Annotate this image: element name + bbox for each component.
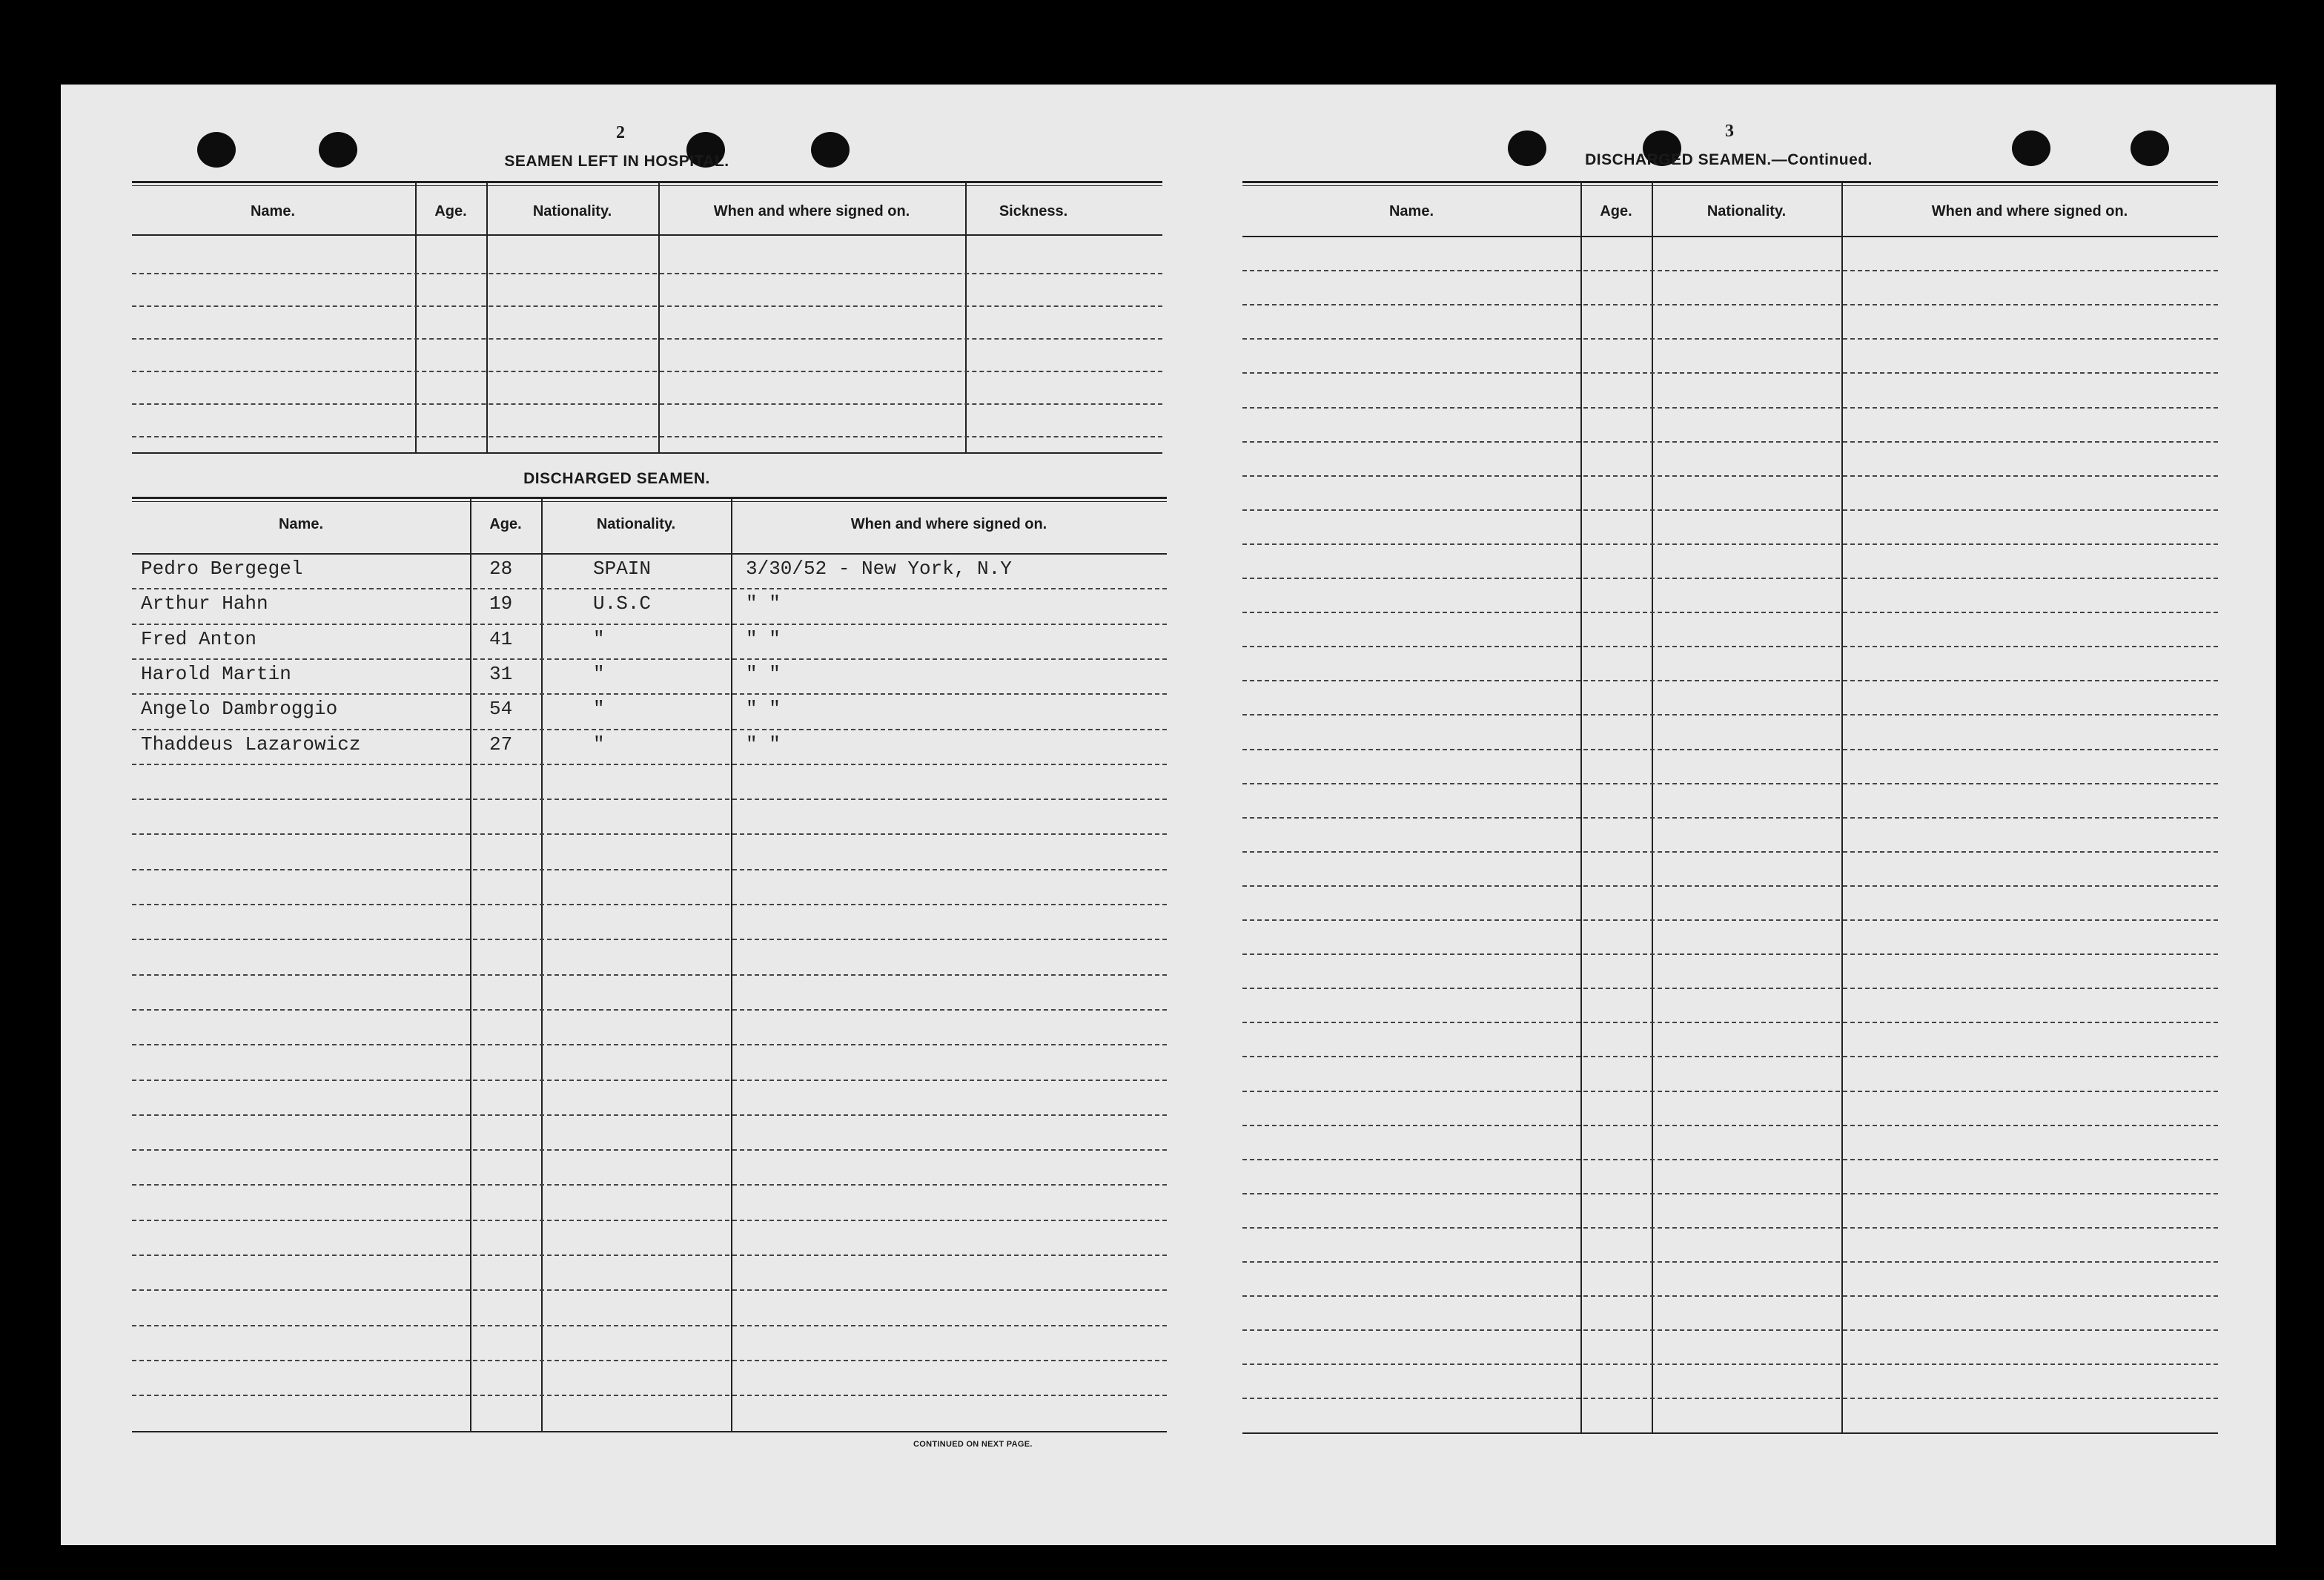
row-line [132, 588, 1167, 589]
row-line [1242, 475, 2218, 477]
punch-hole [1508, 130, 1546, 166]
seaman-name: Fred Anton [141, 628, 257, 650]
row-line [1242, 714, 2218, 715]
row-line [132, 693, 1167, 695]
seaman-signed-on: " " [746, 628, 781, 650]
row-line [1242, 441, 2218, 443]
seaman-signed-on: " " [746, 698, 781, 720]
row-line [132, 764, 1167, 765]
seaman-signed-on: " " [746, 592, 781, 615]
punch-hole [2012, 130, 2050, 166]
header-underline [1242, 236, 2218, 237]
row-line [132, 833, 1167, 835]
row-line [1242, 749, 2218, 750]
seaman-age: 54 [489, 698, 513, 720]
row-line [1242, 543, 2218, 545]
table-bottom-rule [132, 1431, 1167, 1432]
row-line [1242, 338, 2218, 340]
row-line [132, 1009, 1167, 1011]
header-rule [132, 497, 1167, 502]
row-line [132, 1149, 1167, 1151]
hospital-section-title: SEAMEN LEFT IN HOSPITAL. [504, 153, 729, 170]
column-divider [731, 498, 732, 1431]
hospital-col-signed-on: When and where signed on. [713, 203, 910, 219]
column-divider [1841, 182, 1843, 1432]
row-line [1242, 1193, 2218, 1194]
row-line [132, 273, 1162, 274]
seaman-age: 31 [489, 663, 513, 685]
row-line [1242, 783, 2218, 784]
seaman-nationality: " [593, 663, 605, 685]
row-line [1242, 680, 2218, 681]
row-line [1242, 1091, 2218, 1092]
seaman-signed-on: " " [746, 663, 781, 685]
row-line [1242, 304, 2218, 305]
row-line [132, 305, 1162, 307]
row-line [132, 1184, 1167, 1186]
row-line [1242, 1022, 2218, 1023]
hospital-col-name: Name. [250, 203, 296, 219]
seaman-nationality: U.S.C [593, 592, 652, 615]
continued-section-title: DISCHARGED SEAMEN.—Continued. [1585, 151, 1873, 168]
row-line [132, 436, 1162, 437]
row-line [132, 1360, 1167, 1361]
row-line [132, 1044, 1167, 1045]
header-rule [1242, 181, 2218, 186]
row-line [1242, 919, 2218, 921]
column-divider [1580, 182, 1582, 1432]
punch-hole [197, 132, 236, 168]
continued-col-nationality: Nationality. [1706, 203, 1787, 219]
hospital-col-age: Age. [434, 203, 467, 219]
row-line [132, 371, 1162, 372]
row-line [1242, 407, 2218, 409]
hospital-col-nationality: Nationality. [532, 203, 612, 219]
continued-col-name: Name. [1388, 203, 1434, 219]
seaman-name: Pedro Bergegel [141, 558, 303, 580]
row-line [1242, 1227, 2218, 1229]
discharged-col-name: Name. [278, 516, 324, 532]
discharged-col-nationality: Nationality. [596, 516, 676, 532]
row-line [1242, 578, 2218, 579]
row-line [132, 904, 1167, 905]
row-line [132, 403, 1162, 405]
row-line [1242, 885, 2218, 887]
row-line [1242, 1364, 2218, 1365]
row-line [132, 1325, 1167, 1326]
seaman-signed-on: 3/30/52 - New York, N.Y [746, 558, 1012, 580]
row-line [1242, 1261, 2218, 1263]
column-divider [658, 182, 660, 452]
seaman-age: 28 [489, 558, 513, 580]
row-line [1242, 817, 2218, 819]
document-sheet [61, 85, 2276, 1545]
row-line [132, 1255, 1167, 1256]
row-line [1242, 851, 2218, 853]
seaman-age: 41 [489, 628, 513, 650]
row-line [132, 1289, 1167, 1291]
row-line [1242, 1398, 2218, 1399]
row-line [1242, 1295, 2218, 1297]
row-line [1242, 1329, 2218, 1331]
table-bottom-rule [1242, 1432, 2218, 1434]
row-line [1242, 1125, 2218, 1126]
seaman-nationality: " [593, 698, 605, 720]
row-line [1242, 1159, 2218, 1160]
table-bottom-rule [132, 452, 1162, 454]
row-line [132, 799, 1167, 800]
discharged-col-signed-on: When and where signed on. [850, 516, 1047, 532]
column-divider [470, 498, 471, 1431]
seaman-age: 27 [489, 733, 513, 756]
header-rule [132, 181, 1162, 186]
header-underline [132, 553, 1167, 555]
row-line [1242, 988, 2218, 989]
punch-hole [2131, 130, 2169, 166]
continued-footer: CONTINUED ON NEXT PAGE. [913, 1440, 1033, 1449]
page-number: 2 [616, 123, 625, 142]
seaman-name: Arthur Hahn [141, 592, 268, 615]
hospital-col-sickness: Sickness. [999, 203, 1068, 219]
column-divider [1652, 182, 1653, 1432]
row-line [1242, 270, 2218, 271]
seaman-nationality: " [593, 628, 605, 650]
column-divider [965, 182, 967, 452]
row-line [1242, 1056, 2218, 1057]
row-line [132, 974, 1167, 976]
discharged-section-title: DISCHARGED SEAMEN. [523, 470, 710, 487]
continued-col-signed-on: When and where signed on. [1931, 203, 2128, 219]
seaman-age: 19 [489, 592, 513, 615]
row-line [132, 869, 1167, 870]
seaman-name: Angelo Dambroggio [141, 698, 338, 720]
row-line [132, 1395, 1167, 1396]
row-line [132, 1080, 1167, 1081]
discharged-col-age: Age. [489, 516, 522, 532]
row-line [132, 338, 1162, 340]
row-line [1242, 509, 2218, 511]
seaman-signed-on: " " [746, 733, 781, 756]
punch-hole [811, 132, 850, 168]
seaman-nationality: " [593, 733, 605, 756]
column-divider [415, 182, 417, 452]
header-underline [132, 234, 1162, 236]
column-divider [541, 498, 543, 1431]
seaman-name: Harold Martin [141, 663, 291, 685]
row-line [132, 624, 1167, 625]
page-number: 3 [1725, 122, 1734, 141]
row-line [1242, 953, 2218, 955]
row-line [1242, 646, 2218, 647]
row-line [1242, 612, 2218, 613]
row-line [132, 658, 1167, 660]
row-line [132, 1114, 1167, 1116]
continued-col-age: Age. [1600, 203, 1632, 219]
seaman-name: Thaddeus Lazarowicz [141, 733, 361, 756]
row-line [1242, 372, 2218, 374]
punch-hole [319, 132, 357, 168]
row-line [132, 1220, 1167, 1221]
row-line [132, 939, 1167, 940]
seaman-nationality: SPAIN [593, 558, 652, 580]
row-line [132, 729, 1167, 730]
column-divider [486, 182, 488, 452]
